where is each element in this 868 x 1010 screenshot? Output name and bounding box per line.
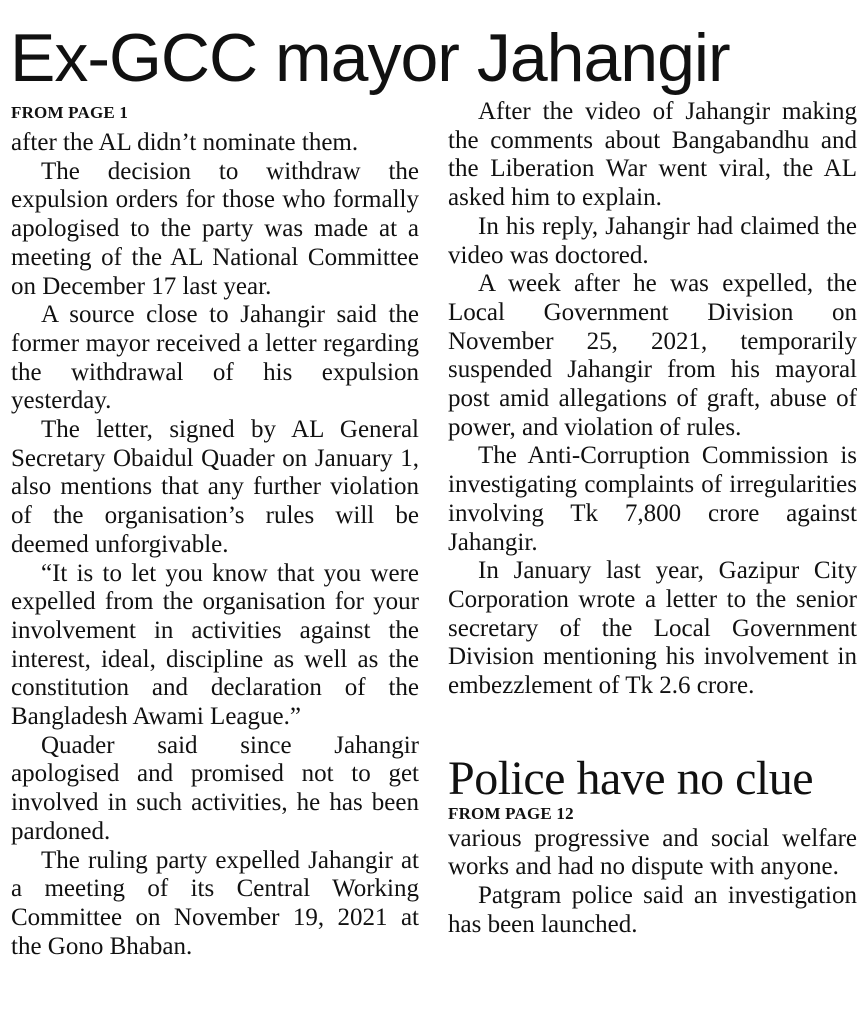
story1-headline: Ex-GCC mayor Jahangir xyxy=(10,20,730,96)
story1-paragraph: After the video of Jahangir making the comments about Bangabandhu and the Liberation War went viral, the AL asked him to explain. xyxy=(448,98,857,212)
story1-paragraph: after the AL didn’t nominate them. xyxy=(11,129,359,156)
story1-quote-paragraph: “It is to let you know that you were expelled from the organisation for your involvement in activities against the interest, ideal, discipline as well as the constitution and declaration of the Bangladesh Awami League.” xyxy=(11,559,419,731)
story1-from-page: FROM PAGE 1 xyxy=(11,103,129,122)
story1-paragraph: The Anti-Corruption Commission is investigating complaints of irregularities involving Tk 7,800 crore against Jahangir. xyxy=(448,442,857,556)
story1-paragraph: In his reply, Jahangir had claimed the video was doctored. xyxy=(448,212,857,269)
story1-paragraph: The letter, signed by AL General Secretary Obaidul Quader on January 1, also mentions that any further violation of the organisation’s rules will be deemed unforgivable. xyxy=(11,416,419,558)
story1-left-column xyxy=(11,102,419,961)
story1-paragraph: A week after he was expelled, the Local Government Division on November 25, 2021, temporarily suspended Jahangir from his mayoral post amid allegations of graft, abuse of power, and violation of rules. xyxy=(448,270,857,441)
right-column xyxy=(448,98,857,940)
story1-paragraph: The decision to withdraw the expulsion orders for those who formally apologised to the party was made at a meeting of the AL National Committee on December 17 last year. xyxy=(11,157,419,300)
story1-paragraph: In January last year, Gazipur City Corporation wrote a letter to the senior secretary of the Local Government Division mentioning his involvement in embezzlement of Tk 2.6 crore. xyxy=(448,557,857,700)
story1-paragraph: A source close to Jahangir said the former mayor received a letter regarding the withdrawal of his expulsion yesterday. xyxy=(11,301,419,415)
story2-paragraph: various progressive and social welfare works and had no dispute with anyone. xyxy=(448,824,857,881)
story2-headline: Police have no clue xyxy=(448,751,814,805)
story2-from-page: FROM PAGE 12 xyxy=(448,803,574,823)
story1-paragraph: The ruling party expelled Jahangir at a meeting of its Central Working Committee on November 19, 2021 at the Gono Bhaban. xyxy=(11,846,419,960)
story1-paragraph: Quader said since Jahangir apologised and promised not to get involved in such activities, he has been pardoned. xyxy=(11,731,419,845)
story2-paragraph: Patgram police said an investigation has been launched. xyxy=(448,882,857,938)
